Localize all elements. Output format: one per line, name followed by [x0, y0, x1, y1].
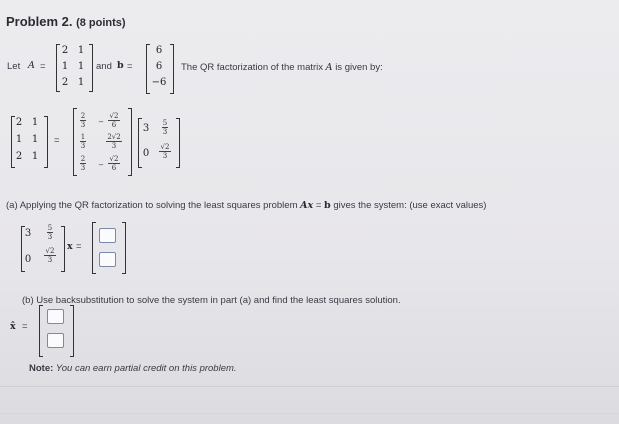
equals-sign: = — [315, 200, 322, 211]
vector-cell: −6 — [151, 77, 167, 88]
q-minus: − — [98, 118, 104, 126]
part-a-prompt-end: gives the system: (use exact values) — [333, 200, 487, 211]
matrix-cell: 1 — [31, 151, 39, 162]
part-a-text — [6, 200, 486, 211]
problem-number: Problem 2. — [6, 14, 73, 29]
q-entry: √2 6 — [109, 112, 119, 129]
divider — [0, 413, 619, 414]
and-text: and — [96, 61, 112, 72]
xhat-label: x̂ — [10, 321, 16, 332]
q-minus: − — [98, 161, 104, 169]
matrix-cell: 1 — [77, 61, 85, 72]
r-entry: 3 — [24, 228, 32, 239]
part-a-prompt: (a) Applying the QR factorization to solving the least squares problem — [6, 200, 298, 211]
equals-sign: = — [127, 61, 133, 72]
note-text: You can earn partial credit on this problem. — [55, 363, 237, 374]
problem-points: (8 points) — [76, 17, 126, 29]
r-entry: 0 — [142, 148, 150, 159]
equals-sign: = — [76, 241, 82, 252]
b-inline: b — [324, 200, 331, 211]
divider — [0, 386, 619, 387]
matrix-cell: 2 — [61, 77, 69, 88]
A-label: A — [28, 60, 35, 71]
answer-input-a2[interactable] — [99, 252, 116, 267]
b-label: b — [117, 60, 124, 71]
r-entry: 3 — [142, 123, 150, 134]
equals-sign: = — [22, 321, 28, 332]
r-entry: 0 — [24, 254, 32, 265]
matrix-cell: 2 — [15, 117, 23, 128]
matrix-cell: 1 — [15, 134, 23, 145]
q-entry: 2 3 — [80, 155, 86, 172]
q-entry: 1 3 — [80, 133, 86, 150]
note-label: Note: — [29, 363, 54, 374]
matrix-cell: 1 — [61, 61, 69, 72]
equals-sign: = — [40, 61, 46, 72]
qr-text: The QR factorization of the matrix — [181, 62, 324, 73]
matrix-cell: 1 — [77, 45, 85, 56]
q-entry: 2√2 3 — [107, 133, 121, 150]
vector-cell: 6 — [155, 61, 163, 72]
equals-sign: = — [54, 135, 60, 146]
let-text: Let — [7, 61, 21, 72]
qr-text-end: is given by: — [335, 62, 383, 73]
note — [29, 363, 237, 374]
answer-input-b1[interactable] — [47, 309, 64, 324]
answer-input-b2[interactable] — [47, 333, 64, 348]
matrix-cell: 2 — [61, 45, 69, 56]
answer-input-a1[interactable] — [99, 228, 116, 243]
r-entry: √2 3 — [45, 247, 55, 264]
Ax-label: Ax — [300, 200, 314, 211]
x-label: x — [67, 241, 73, 252]
matrix-cell: 1 — [31, 117, 39, 128]
r-entry: 5 3 — [162, 119, 168, 136]
part-b-text: (b) Use backsubstitution to solve the system in part (a) and find the least squares solution. — [22, 295, 401, 306]
q-entry: 2 3 — [80, 112, 86, 129]
qr-intro-text — [181, 62, 383, 73]
q-entry: √2 6 — [109, 155, 119, 172]
A-inline: A — [325, 62, 333, 73]
vector-cell: 6 — [155, 45, 163, 56]
r-entry: √2 3 — [160, 143, 170, 160]
matrix-cell: 2 — [15, 151, 23, 162]
r-entry: 5 3 — [47, 224, 53, 241]
matrix-cell: 1 — [77, 77, 85, 88]
matrix-cell: 1 — [31, 134, 39, 145]
problem-title — [6, 14, 126, 29]
